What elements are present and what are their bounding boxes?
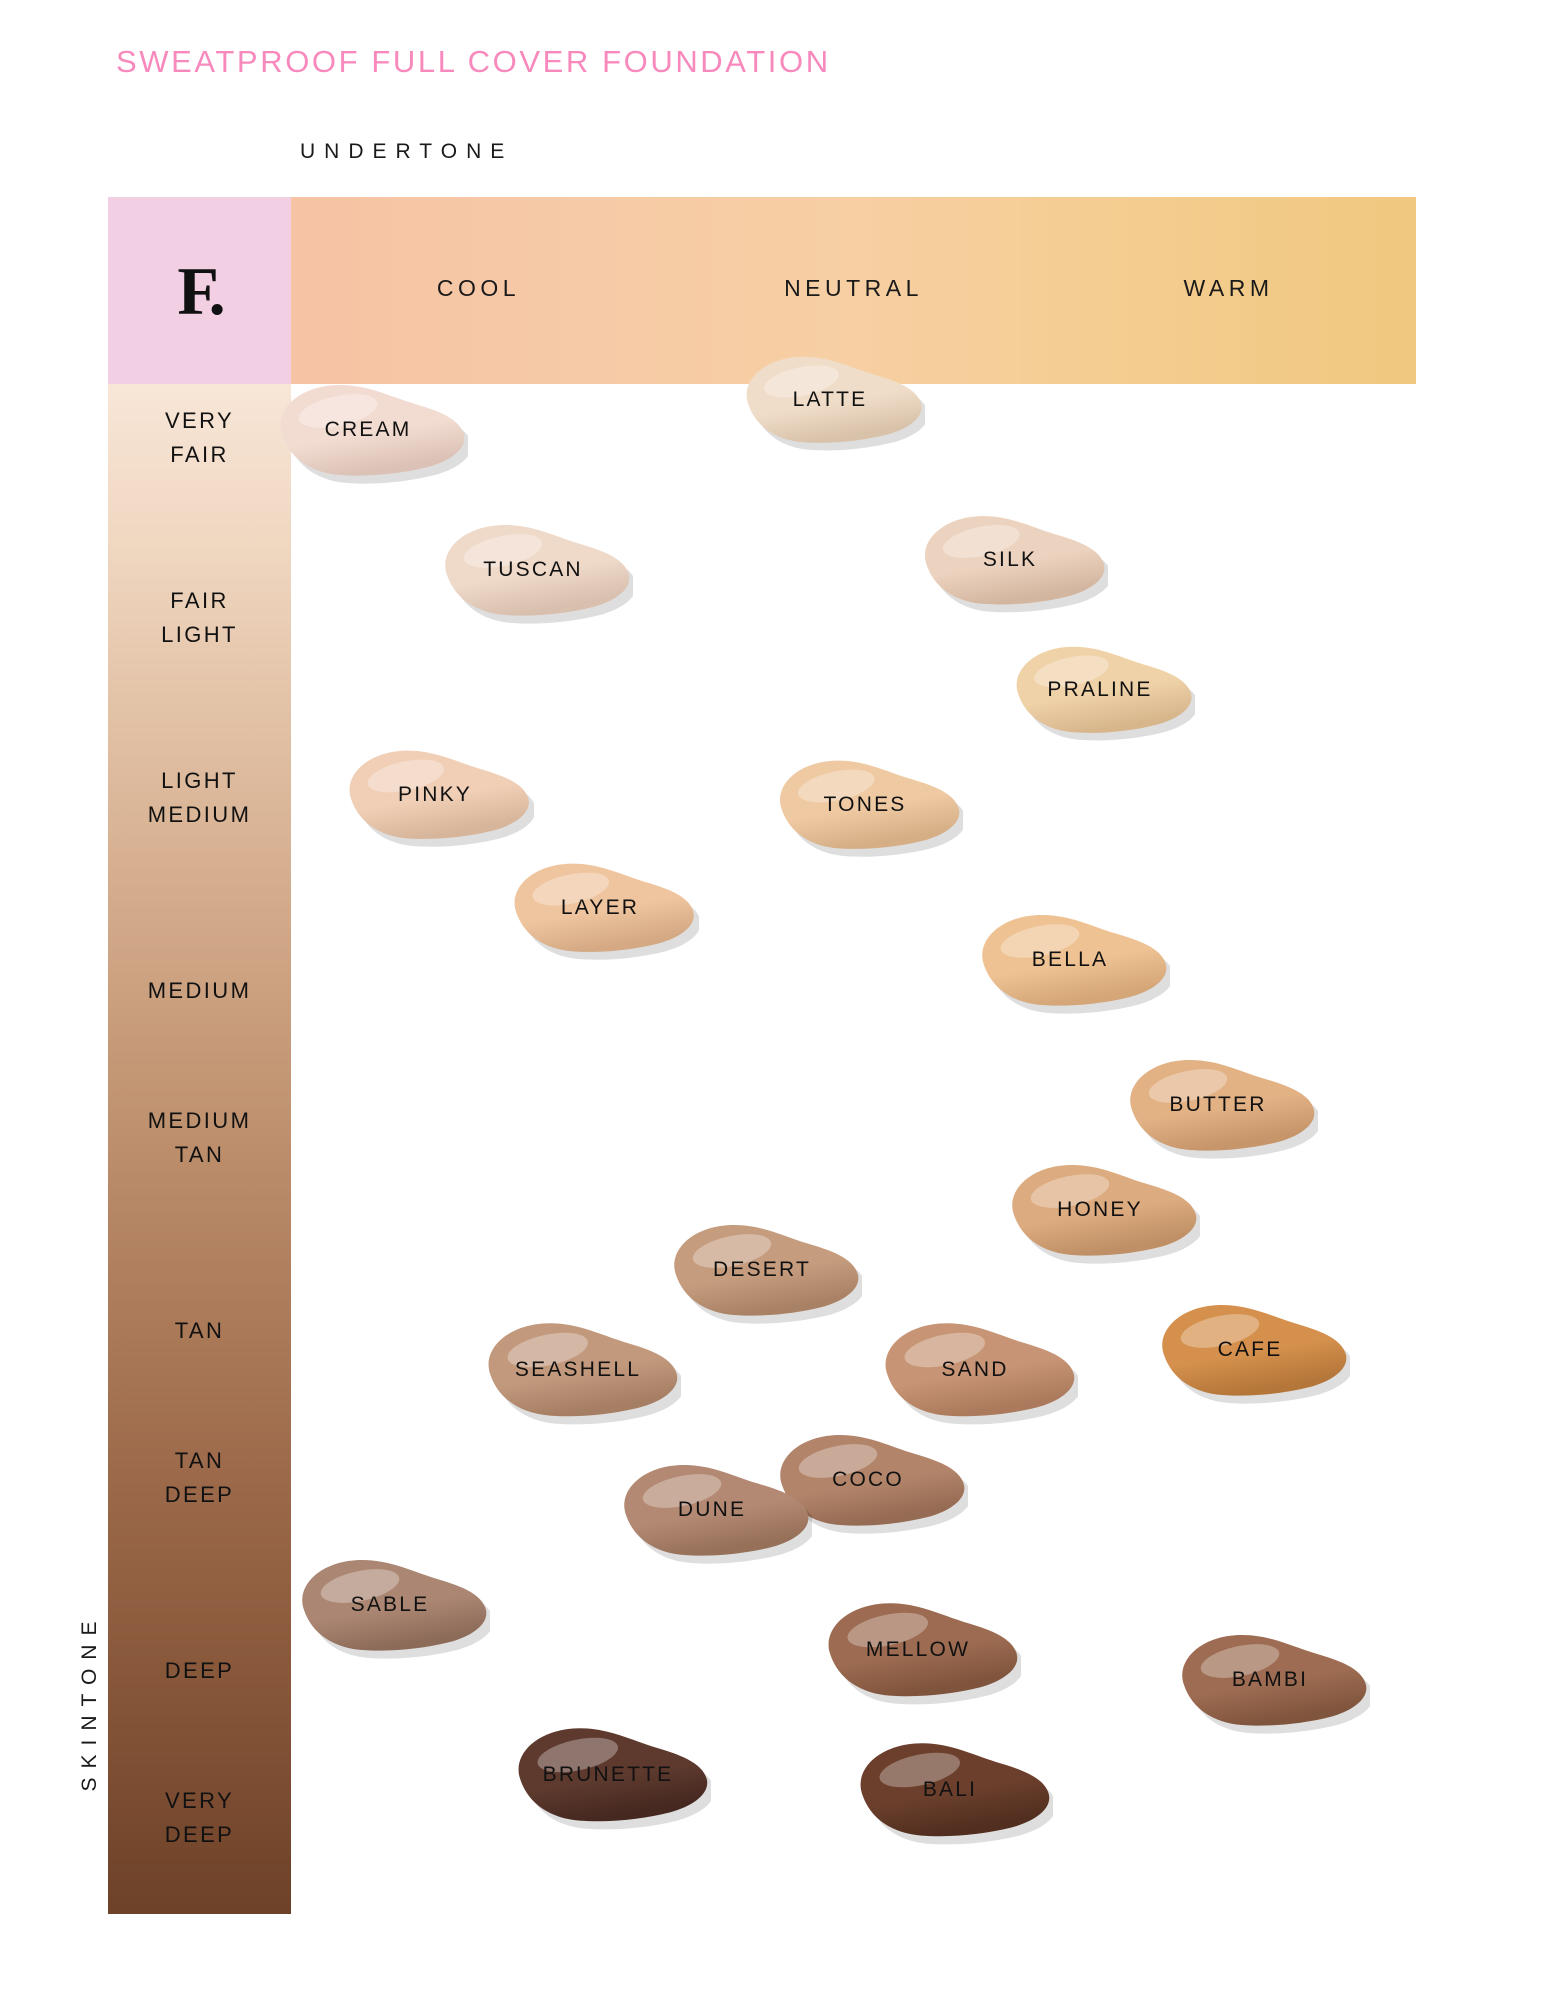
shade-swatch-pinky[interactable]: [336, 739, 534, 851]
shade-swatch-dune[interactable]: [612, 1453, 812, 1568]
shade-swatch-sand[interactable]: [873, 1311, 1078, 1429]
undertone-column-neutral: NEUTRAL: [784, 275, 923, 301]
skintone-row-very-fair: VERY FAIR: [164, 408, 235, 468]
shade-swatch-tuscan[interactable]: [433, 513, 633, 628]
skintone-gradient-column: [108, 384, 291, 1914]
skintone-row-medium-tan: MEDIUM TAN: [147, 1108, 252, 1168]
shade-name-label: SILK: [982, 548, 1038, 571]
shade-swatch-mellow[interactable]: [816, 1591, 1021, 1709]
shade-name-label: CAFE: [1217, 1338, 1283, 1361]
shade-name-label: BELLA: [1031, 948, 1109, 971]
skintone-row-medium: MEDIUM: [147, 978, 252, 1003]
shade-swatch-brunette[interactable]: [506, 1716, 711, 1834]
shade-name-label: LATTE: [792, 388, 868, 411]
shade-name-label: DUNE: [677, 1498, 747, 1521]
skintone-row-fair-light: FAIR LIGHT: [161, 588, 238, 648]
shade-swatch-butter[interactable]: [1118, 1048, 1318, 1163]
shade-name-label: DESERT: [713, 1258, 811, 1281]
shade-swatch-sable[interactable]: [290, 1548, 490, 1663]
shade-name-label: HONEY: [1057, 1198, 1143, 1221]
shade-name-label: MELLOW: [865, 1638, 971, 1661]
undertone-column-warm: WARM: [1183, 275, 1274, 301]
shade-swatch-bambi[interactable]: [1170, 1623, 1370, 1738]
shade-name-label: PINKY: [397, 783, 473, 806]
shade-swatch-cafe[interactable]: [1150, 1293, 1350, 1408]
undertone-axis-label: UNDERTONE: [300, 140, 514, 163]
shade-swatch-layer[interactable]: [501, 852, 699, 964]
shade-name-label: BAMBI: [1231, 1668, 1309, 1691]
skintone-row-tan: TAN: [174, 1318, 225, 1343]
shade-name-label: CREAM: [324, 418, 412, 441]
shade-name-label: SABLE: [350, 1593, 430, 1616]
skintone-row-light-medium: LIGHT MEDIUM: [147, 768, 252, 828]
shade-name-label: BALI: [922, 1778, 978, 1801]
skintone-row-deep: DEEP: [164, 1658, 235, 1683]
shade-swatch-silk[interactable]: [913, 503, 1108, 618]
brand-logo-cell: [108, 197, 291, 384]
shade-name-label: COCO: [832, 1468, 904, 1491]
shade-swatch-latte[interactable]: [735, 345, 925, 455]
shade-swatch-cream[interactable]: [268, 373, 468, 488]
skintone-axis-label: SKINTONE: [78, 1612, 101, 1792]
shade-swatch-seashell[interactable]: [476, 1311, 681, 1429]
shade-swatch-bali[interactable]: [848, 1731, 1053, 1849]
undertone-column-cool: COOL: [436, 275, 521, 301]
shade-swatch-honey[interactable]: [1000, 1153, 1200, 1268]
shade-name-label: TUSCAN: [483, 558, 583, 581]
shade-swatch-praline[interactable]: [1005, 635, 1195, 745]
shade-name-label: TONES: [823, 793, 907, 816]
shade-swatch-tones[interactable]: [768, 749, 963, 861]
shade-name-label: BUTTER: [1169, 1093, 1267, 1116]
brand-logo-icon: F.: [177, 252, 222, 329]
skintone-row-very-deep: VERY DEEP: [164, 1788, 235, 1848]
shade-name-label: BRUNETTE: [542, 1763, 674, 1786]
page-title: SWEATPROOF FULL COVER FOUNDATION: [116, 44, 831, 79]
shade-swatch-bella[interactable]: [970, 903, 1170, 1018]
skintone-row-tan-deep: TAN DEEP: [164, 1448, 235, 1508]
shade-swatch-desert[interactable]: [662, 1213, 862, 1328]
shade-name-label: SAND: [941, 1358, 1009, 1381]
shade-name-label: PRALINE: [1047, 678, 1153, 701]
shade-name-label: SEASHELL: [514, 1358, 642, 1381]
shade-name-label: LAYER: [560, 896, 640, 919]
